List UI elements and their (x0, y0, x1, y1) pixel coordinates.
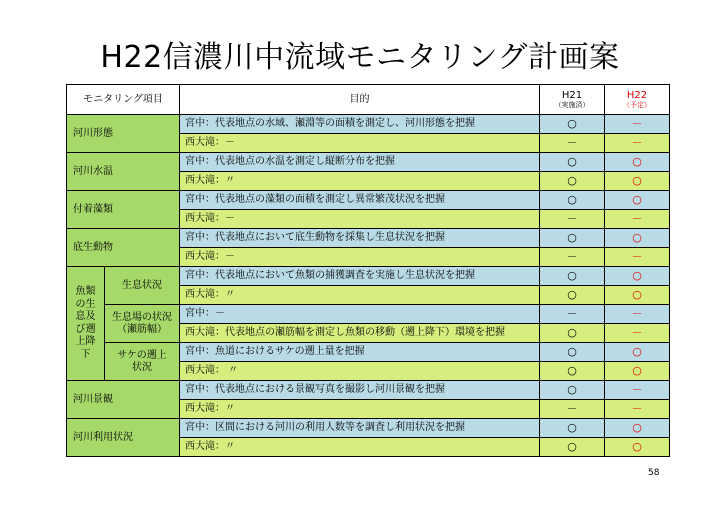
h22-cell: － (605, 134, 670, 153)
h22-cell: － (605, 305, 670, 324)
header-h22 (605, 85, 670, 115)
header-purpose: 目的 (180, 85, 540, 115)
h22-cell: － (605, 400, 670, 419)
h21-cell: ○ (540, 381, 605, 400)
h22-cell: － (605, 115, 670, 134)
header-h21-label: H21 (561, 89, 583, 101)
category-algae: 付着藻類 (67, 191, 180, 229)
category-river-form: 河川形態 (67, 115, 180, 153)
table-row (67, 343, 670, 362)
h21-cell: － (540, 248, 605, 267)
table-row (67, 191, 670, 210)
h21-cell: ○ (540, 115, 605, 134)
h22-cell: ○ (605, 343, 670, 362)
header-h21-sub: （実施済） (554, 101, 590, 110)
category-salmon: サケの遡上状況 (105, 343, 180, 381)
table-row (67, 305, 670, 324)
table-row (67, 419, 670, 438)
purpose-cell: 西大滝：－ (180, 134, 540, 153)
category-fish-habitat: 生息状況 (105, 267, 180, 305)
purpose-cell: 宮中：魚道におけるサケの遡上量を把握 (180, 343, 540, 362)
h21-cell: ○ (540, 343, 605, 362)
purpose-cell: 宮中：代表地点における景観写真を撮影し河川景観を把握 (180, 381, 540, 400)
category-benthos: 底生動物 (67, 229, 180, 267)
header-h22-sub: （予定） (623, 101, 651, 110)
table-row (67, 115, 670, 134)
h22-cell: ○ (605, 267, 670, 286)
h21-cell: ○ (540, 153, 605, 172)
category-fish: 魚類の生息及び遡上降下 (67, 267, 105, 381)
page-title: H22信濃川中流域モニタリング計画案 (100, 40, 620, 75)
purpose-cell: 西大滝：－ (180, 210, 540, 229)
monitoring-plan-table (66, 84, 670, 457)
purpose-cell: 宮中：代表地点の水域、瀬淵等の面積を測定し、河川形態を把握 (180, 115, 540, 134)
purpose-cell: 宮中：代表地点の水温を測定し縦断分布を把握 (180, 153, 540, 172)
h21-cell: ○ (540, 191, 605, 210)
page-number: 58 (648, 468, 660, 478)
h22-cell: ○ (605, 419, 670, 438)
h22-cell: － (605, 248, 670, 267)
table-header-row (67, 85, 670, 115)
purpose-cell: 西大滝：〃 (180, 400, 540, 419)
h22-cell: ○ (605, 438, 670, 457)
h22-cell: ○ (605, 362, 670, 381)
h21-cell: － (540, 400, 605, 419)
category-landscape: 河川景観 (67, 381, 180, 419)
header-item: モニタリング項目 (67, 85, 180, 115)
h21-cell: ○ (540, 172, 605, 191)
h22-cell: ○ (605, 229, 670, 248)
purpose-cell: 宮中：代表地点において底生動物を採集し生息状況を把握 (180, 229, 540, 248)
header-h21 (540, 85, 605, 115)
h21-cell: ○ (540, 229, 605, 248)
h22-cell: － (605, 210, 670, 229)
purpose-cell: 西大滝：〃 (180, 286, 540, 305)
h22-cell: ○ (605, 153, 670, 172)
h21-cell: ○ (540, 362, 605, 381)
h22-cell: － (605, 381, 670, 400)
category-water-temp: 河川水温 (67, 153, 180, 191)
table-row (67, 381, 670, 400)
header-h22-label: H22 (626, 89, 648, 101)
table-row (67, 267, 670, 286)
purpose-cell: 西大滝： 〃 (180, 362, 540, 381)
h21-cell: ○ (540, 324, 605, 343)
table-row (67, 229, 670, 248)
purpose-cell: 西大滝：〃 (180, 172, 540, 191)
purpose-cell: 西大滝：代表地点の瀬筋幅を測定し魚類の移動（遡上降下）環境を把握 (180, 324, 540, 343)
h21-cell: － (540, 134, 605, 153)
category-fish-shoal: 生息場の状況（瀬筋幅） (105, 305, 180, 343)
h21-cell: ○ (540, 286, 605, 305)
h21-cell: ○ (540, 419, 605, 438)
h21-cell: － (540, 210, 605, 229)
purpose-cell: 西大滝：〃 (180, 438, 540, 457)
purpose-cell: 宮中：区間における河川の利用人数等を調査し利用状況を把握 (180, 419, 540, 438)
h21-cell: ○ (540, 267, 605, 286)
h21-cell: － (540, 305, 605, 324)
h22-cell: ○ (605, 172, 670, 191)
purpose-cell: 西大滝：－ (180, 248, 540, 267)
category-usage: 河川利用状況 (67, 419, 180, 457)
purpose-cell: 宮中：代表地点の藻類の面積を測定し異常繁茂状況を把握 (180, 191, 540, 210)
h22-cell: ○ (605, 286, 670, 305)
table-row (67, 153, 670, 172)
purpose-cell: 宮中：代表地点において魚類の捕獲調査を実施し生息状況を把握 (180, 267, 540, 286)
h22-cell: ○ (605, 191, 670, 210)
h21-cell: ○ (540, 438, 605, 457)
purpose-cell: 宮中：－ (180, 305, 540, 324)
h22-cell: － (605, 324, 670, 343)
